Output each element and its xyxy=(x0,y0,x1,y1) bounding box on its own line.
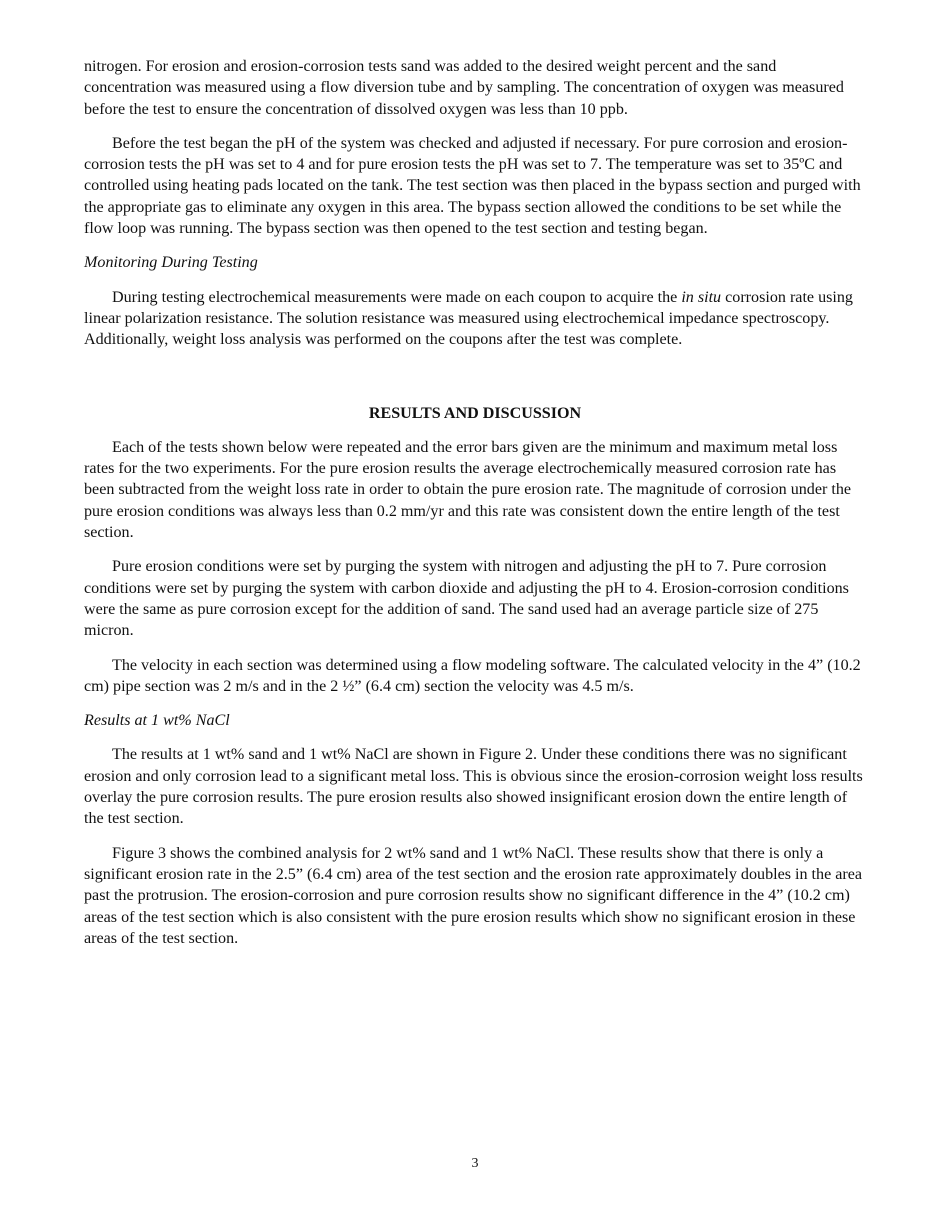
paragraph-oxygen-concentration: nitrogen. For erosion and erosion-corrosion tests sand was added to the desired weight percent and the sand concentration was measured using a flow diversion tube and by sampling. The concentration of oxygen was measured before the test to ensure the concentration of dissolved oxygen was less than 10 ppb. xyxy=(84,58,844,118)
in-situ-italic: in situ xyxy=(681,288,722,306)
paragraph-conditions: Pure erosion conditions were set by purging the system with nitrogen and adjusting the pH to 7. Pure corrosion conditions were set by purging the system with carbon dioxide and adjusting the pH to 4. Erosion-corrosion conditions were the same as pure corrosion except for the addition of sand. The sand used had an average particle size of 275 micron. xyxy=(84,558,849,640)
paragraph-velocity: The velocity in each section was determined using a flow modeling software. The calculated velocity in the 4” (10.2 cm) pipe section was 2 m/s and in the 2 ½” (6.4 cm) section the velocity was 4.5 m/s. xyxy=(84,656,861,695)
document-page xyxy=(84,56,866,949)
subheading-monitoring: Monitoring During Testing xyxy=(84,254,258,272)
section-heading-results: RESULTS AND DISCUSSION xyxy=(368,404,582,422)
paragraph-figure-3: Figure 3 shows the combined analysis for 2 wt% sand and 1 wt% NaCl. These results show that there is only a significant erosion rate in the 2.5” (6.4 cm) area of the test section and the erosion rate approximately doubles in the area past the protrusion. The erosion-corrosion and pure corrosion results show no significant difference in the 4” (10.2 cm) areas of the test section which is also consistent with the pure erosion results which show no significant erosion in these areas of the test section. xyxy=(84,844,863,947)
page-number: 3 xyxy=(471,1156,479,1171)
monitoring-text-end: corrosion rate using linear polarization resistance. The solution resistance was measured using electrochemical impedance spectroscopy. Additionally, weight loss analysis was performed on the coupons after the test was complete. xyxy=(84,288,853,349)
paragraph-error-bars: Each of the tests shown below were repeated and the error bars given are the minimum and maximum metal loss rates for the two experiments. For the pure erosion results the average electrochemically measured corrosion rate has been subtracted from the weight loss rate in order to obtain the pure erosion rate. The magnitude of corrosion under the pure erosion conditions was always less than 0.2 mm/yr and this rate was consistent down the entire length of the test section. xyxy=(84,438,852,542)
paragraph-figure-2: The results at 1 wt% sand and 1 wt% NaCl are shown in Figure 2. Under these conditions there was no significant erosion and only corrosion lead to a significant metal loss. This is obvious since the erosion-corrosion weight loss results overlay the pure corrosion results. The pure erosion results also showed insignificant erosion down the entire length of the test section. xyxy=(84,746,863,828)
paragraph-monitoring xyxy=(84,287,866,351)
monitoring-text-start: During testing electrochemical measurements were made on each coupon to acquire the xyxy=(112,288,682,306)
paragraph-ph-setup: Before the test began the pH of the system was checked and adjusted if necessary. For pure corrosion and erosion-corrosion tests the pH was set to 4 and for pure erosion tests the pH was set to 7. The temperature was set to 35ºC and controlled using heating pads located on the tank. The test section was then placed in the bypass section and purged with the appropriate gas to eliminate any oxygen in this area. The bypass section allowed the conditions to be set while the flow loop was running. The bypass section was then opened to the test section and testing began. xyxy=(84,134,861,238)
subheading-nacl-results: Results at 1 wt% NaCl xyxy=(84,712,230,730)
